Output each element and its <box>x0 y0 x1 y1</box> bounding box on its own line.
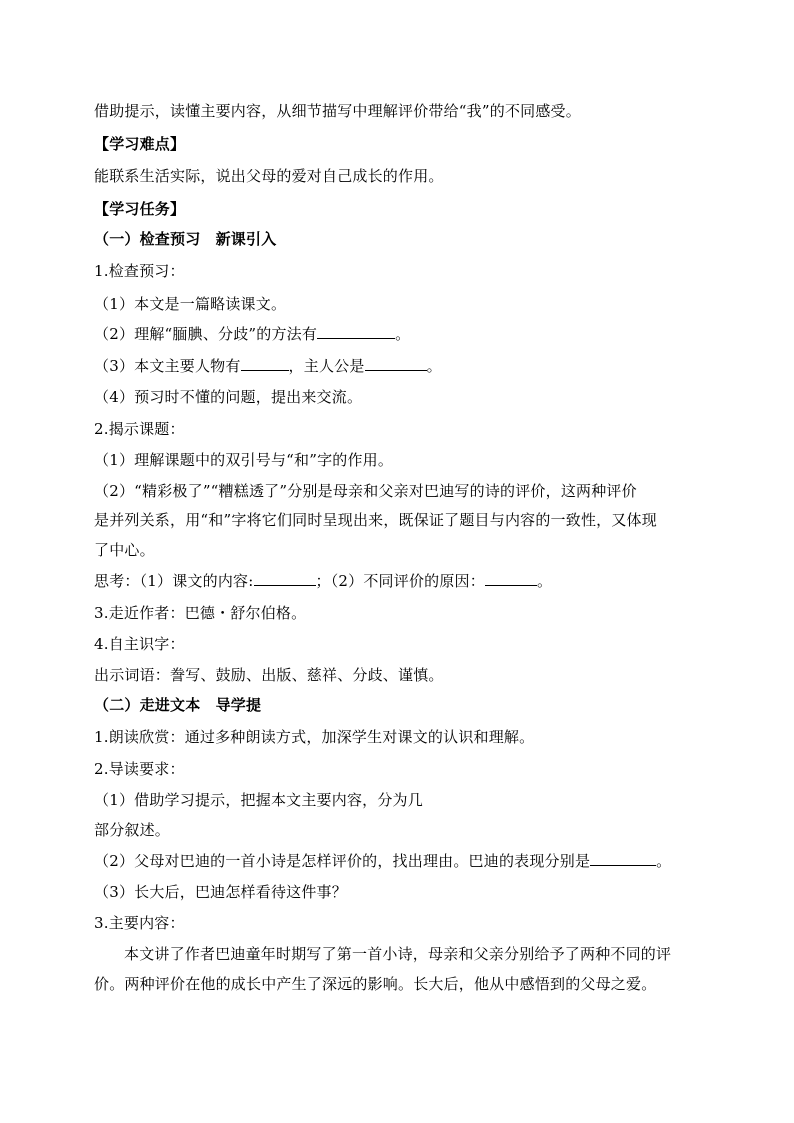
item-reveal-2-line1: （2）“精彩极了”“糟糕透了”分别是母亲和父亲对巴迪写的诗的评价，这两种评价 <box>94 482 637 500</box>
item-guide-2-end: 。 <box>656 852 672 870</box>
item-preview-3-mid: ，主人公是 <box>288 357 365 375</box>
item-preview-3-text: （3）本文主要人物有 <box>94 357 241 375</box>
summary-line2: 价。两种评价在他的成长中产生了深远的影响。长大后，他从中感悟到的父母之爱。 <box>94 975 657 993</box>
item-preview-1: （1）本文是一篇略读课文。 <box>94 295 287 313</box>
summary-line1: 本文讲了作者巴迪童年时期写了第一首小诗，母亲和父亲分别给予了两种不同的评 <box>124 945 672 963</box>
fill-blank[interactable] <box>485 571 537 586</box>
item-main-content: 3.主要内容： <box>94 914 185 932</box>
fill-blank[interactable] <box>317 324 395 339</box>
item-author: 3.走近作者：巴德・舒尔伯格。 <box>94 604 307 622</box>
fill-blank[interactable] <box>241 356 289 371</box>
fill-blank[interactable] <box>365 356 427 371</box>
item-reading: 1.朗读欣赏：通过多种朗读方式，加深学生对课文的认识和理解。 <box>94 728 535 746</box>
item-check-preview: 1.检查预习： <box>94 262 185 280</box>
subsection-heading-preview: （一）检查预习 新课引入 <box>94 230 277 248</box>
difficulty-text: 能联系生活实际，说出父母的爱对自己成长的作用。 <box>94 167 444 185</box>
item-preview-2-end: 。 <box>395 325 411 343</box>
item-reveal-2-line3: 了中心。 <box>94 541 155 559</box>
vocabulary-list: 出示词语：誊写、鼓励、出版、慈祥、分歧、谨慎。 <box>94 666 444 684</box>
think-question <box>94 571 704 591</box>
item-guide-1-line2: 部分叙述。 <box>94 821 171 839</box>
think-question-text: 思考：（1）课文的内容: <box>94 572 254 590</box>
item-guide-2 <box>94 851 704 871</box>
item-guide-1-line1: （1）借助学习提示，把握本文主要内容，分为几 <box>94 791 423 809</box>
item-preview-3-end: 。 <box>426 357 442 375</box>
section-heading-tasks: 【学习任务】 <box>94 200 186 218</box>
item-guide-2-text: （2）父母对巴迪的一首小诗是怎样评价的，找出理由。巴迪的表现分别是 <box>94 852 591 870</box>
objective-text: 借助提示，读懂主要内容，从细节描写中理解评价带给“我”的不同感受。 <box>94 102 581 120</box>
fill-blank[interactable] <box>254 571 316 586</box>
item-preview-3 <box>94 356 704 376</box>
item-reveal-1: （1）理解课题中的双引号与“和”字的作用。 <box>94 451 394 469</box>
subsection-heading-text: （二）走进文本 导学提 <box>94 696 262 714</box>
item-preview-4: （4）预习时不懂的问题，提出来交流。 <box>94 388 363 406</box>
item-reveal-title: 2.揭示课题： <box>94 420 185 438</box>
item-reveal-2-line2: 是并列关系，用“和”字将它们同时呈现出来，既保证了题目与内容的一致性，又体现 <box>94 511 657 529</box>
item-preview-2-text: （2）理解“腼腆、分歧”的方法有 <box>94 325 318 343</box>
item-preview-2 <box>94 324 704 344</box>
fill-blank[interactable] <box>590 851 656 866</box>
think-question-mid: ；（2）不同评价的原因： <box>315 572 485 590</box>
think-question-end: 。 <box>536 572 553 590</box>
item-guide-title: 2.导读要求： <box>94 760 185 778</box>
section-heading-difficulty: 【学习难点】 <box>94 135 186 153</box>
item-literacy: 4.自主识字： <box>94 635 185 653</box>
item-guide-3: （3）长大后，巴迪怎样看待这件事？ <box>94 883 347 901</box>
